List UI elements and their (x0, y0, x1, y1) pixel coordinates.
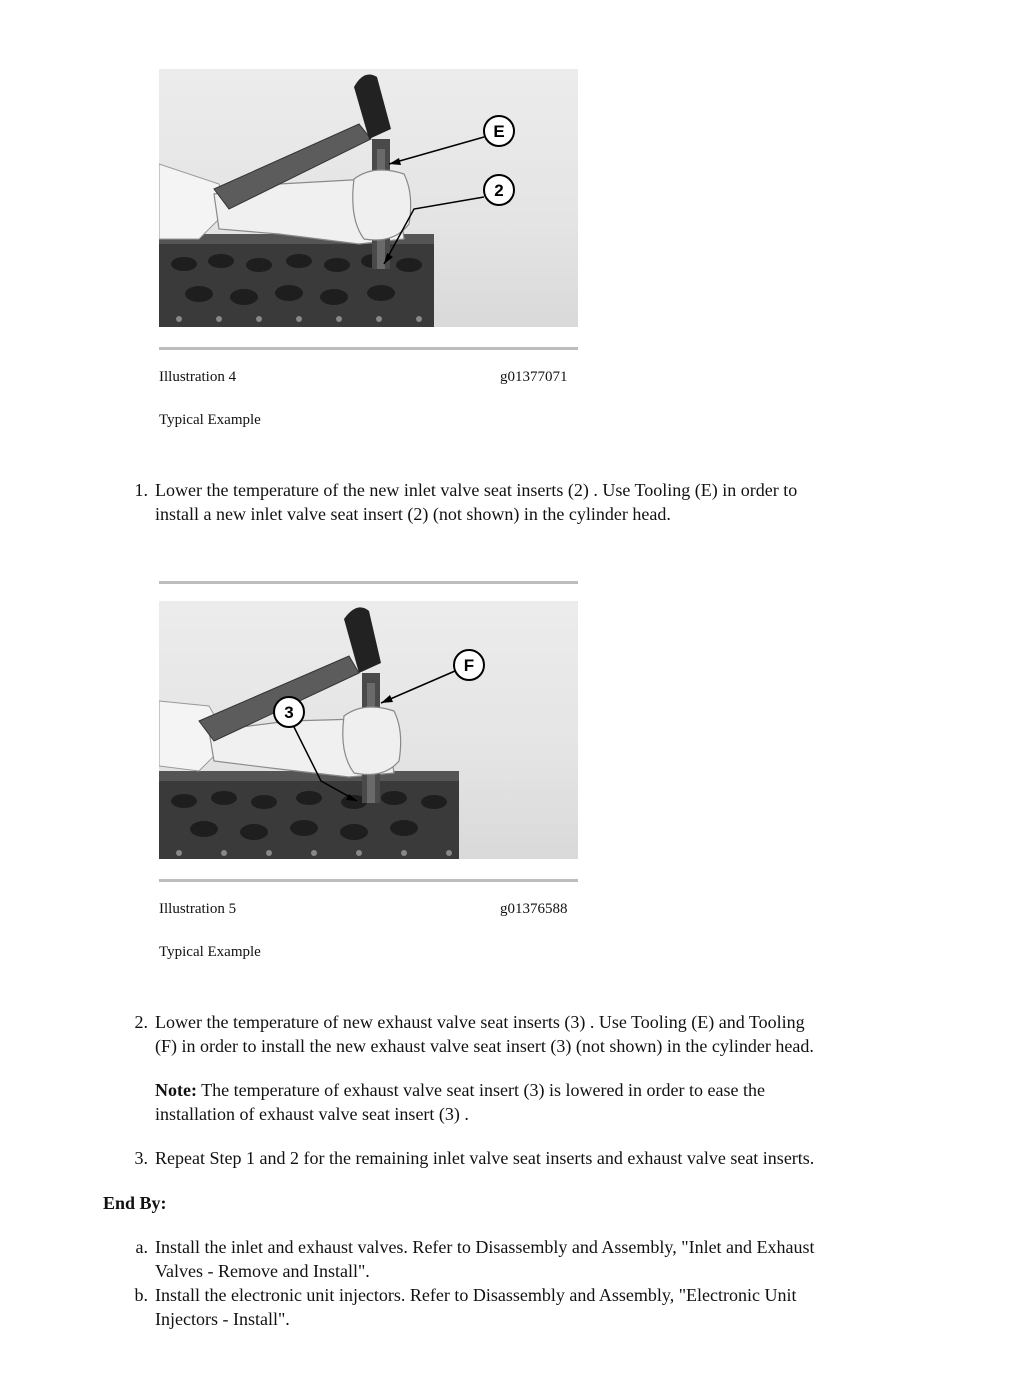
step-2-number: 2. (134, 1012, 148, 1032)
step-2-text-line1: Lower the temperature of new exhaust valve seat inserts (3) . Use Tooling (E) and Tooling (155, 1012, 805, 1032)
end-by-item-b-line1: Install the electronic unit injectors. Refer to Disassembly and Assembly, "Electronic Unit (155, 1285, 797, 1305)
callout-2-label: 2 (494, 181, 504, 200)
end-by-heading: End By: (103, 1193, 167, 1213)
step-1-number: 1. (134, 480, 148, 500)
illustration-4-label: Illustration 4 (159, 369, 237, 385)
figure-rule (159, 347, 578, 350)
end-by-item-a-line2: Valves - Remove and Install". (155, 1261, 370, 1281)
illustration-5-label: Illustration 5 (159, 901, 237, 917)
step-2-note-line2: installation of exhaust valve seat insert (3) . (155, 1104, 469, 1124)
callout-e-label: E (493, 122, 505, 141)
figure-rule (159, 879, 578, 882)
end-by-item-a-line1: Install the inlet and exhaust valves. Refer to Disassembly and Assembly, "Inlet and Exhaust (155, 1237, 815, 1257)
callout-f-label: F (463, 656, 475, 675)
end-by-item-a-marker: a. (135, 1237, 148, 1257)
step-1-text-line2: install a new inlet valve seat insert (2) (not shown) in the cylinder head. (155, 504, 671, 524)
step-2-note-line1 (155, 1078, 765, 1102)
step-3-text-line1: Repeat Step 1 and 2 for the remaining inlet valve seat inserts and exhaust valve seat inserts. (155, 1148, 815, 1168)
note-text: The temperature of exhaust valve seat insert (3) is lowered in order to ease the (196, 1080, 765, 1100)
illustration-5-graphic-id: g01376588 (500, 901, 568, 917)
end-by-item-b-line2: Injectors - Install". (155, 1309, 290, 1329)
illustration-4-graphic-id: g01377071 (500, 369, 568, 385)
end-by-item-b-marker: b. (134, 1285, 148, 1305)
step-1-text-line1: Lower the temperature of the new inlet valve seat inserts (2) . Use Tooling (E) in order to (155, 480, 798, 500)
step-3-number: 3. (134, 1148, 148, 1168)
illustration-4-caption: Typical Example (159, 412, 261, 428)
step-2-text-line2: (F) in order to install the new exhaust valve seat insert (3) (not shown) in the cylinder head. (155, 1036, 814, 1056)
note-label: Note: (155, 1080, 197, 1100)
illustration-5-photo (159, 601, 578, 859)
figure-rule (159, 581, 578, 584)
illustration-5-caption: Typical Example (159, 944, 261, 960)
illustration-4-photo (159, 69, 578, 327)
callout-3-label: 3 (284, 703, 294, 722)
